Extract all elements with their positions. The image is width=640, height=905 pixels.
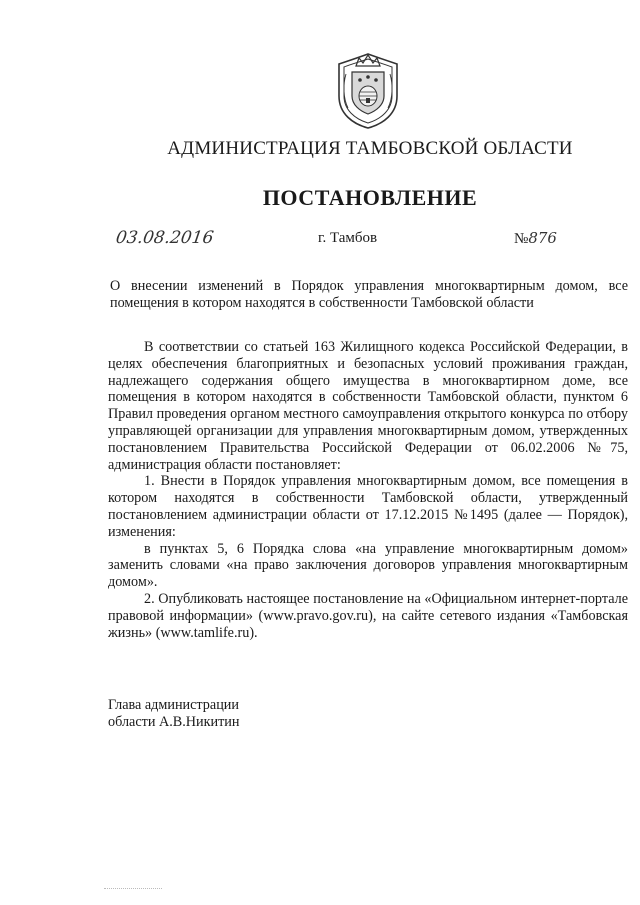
document-subject: О внесении изменений в Порядок управления многоквартирным домом, все помещения в котором находятся в собственности Тамбовской области [110, 278, 628, 311]
signature-name: области А.В.Никитин [108, 714, 240, 730]
document-body [108, 339, 628, 641]
handwritten-number: 876 [528, 229, 557, 247]
document-type-heading: ПОСТАНОВЛЕНИЕ [262, 185, 478, 210]
scan-artifact [104, 888, 162, 891]
city-label: г. Тамбов [318, 230, 378, 246]
number-label: № [514, 231, 529, 247]
handwritten-date: 03.08.2016 [114, 228, 215, 248]
item-1-paragraph: 1. Внести в Порядок управления многоквартирным домом, все помещения в котором находятся в собственности Тамбовской области, утвержденный постановлением администрации области от 17.12.2015 №1495 (далее — Порядок), изменения: [108, 473, 628, 540]
organization-title: АДМИНИСТРАЦИЯ ТАМБОВСКОЙ ОБЛАСТИ [167, 138, 573, 159]
item-2-paragraph: 2. Опубликовать настоящее постановление на «Официальном интернет-портале правовой информации» (www.pravo.gov.ru), на сайте сетевого издания «Тамбовская жизнь» (www.tamlife.ru). [108, 590, 628, 641]
signature-block [108, 697, 239, 731]
signature-position: Глава администрации [108, 697, 239, 713]
document-number [514, 229, 557, 248]
preamble-paragraph: В соответствии со статьей 163 Жилищного кодекса Российской Федерации, в целях обеспечения благоприятных и безопасных условий проживания граждан, надлежащего содержания общего имущества в многоквартирном доме, все помещения в котором находятся в собственности Тамбовской области, пунктом 6 Правил проведения органом местного самоуправления открытого конкурса по отбору управляющей организации для управления многоквартирным домом, утвержденных постановлением Правительства Российской Федерации от 06.02.2006 №75, администрация области постановляет: [108, 339, 628, 473]
item-1-change-paragraph: в пунктах 5, 6 Порядка слова «на управление многоквартирным домом» заменить словами «на право заключения договоров управления многоквартирным домом». [108, 540, 628, 591]
tambov-coat-of-arms-icon [335, 52, 401, 130]
